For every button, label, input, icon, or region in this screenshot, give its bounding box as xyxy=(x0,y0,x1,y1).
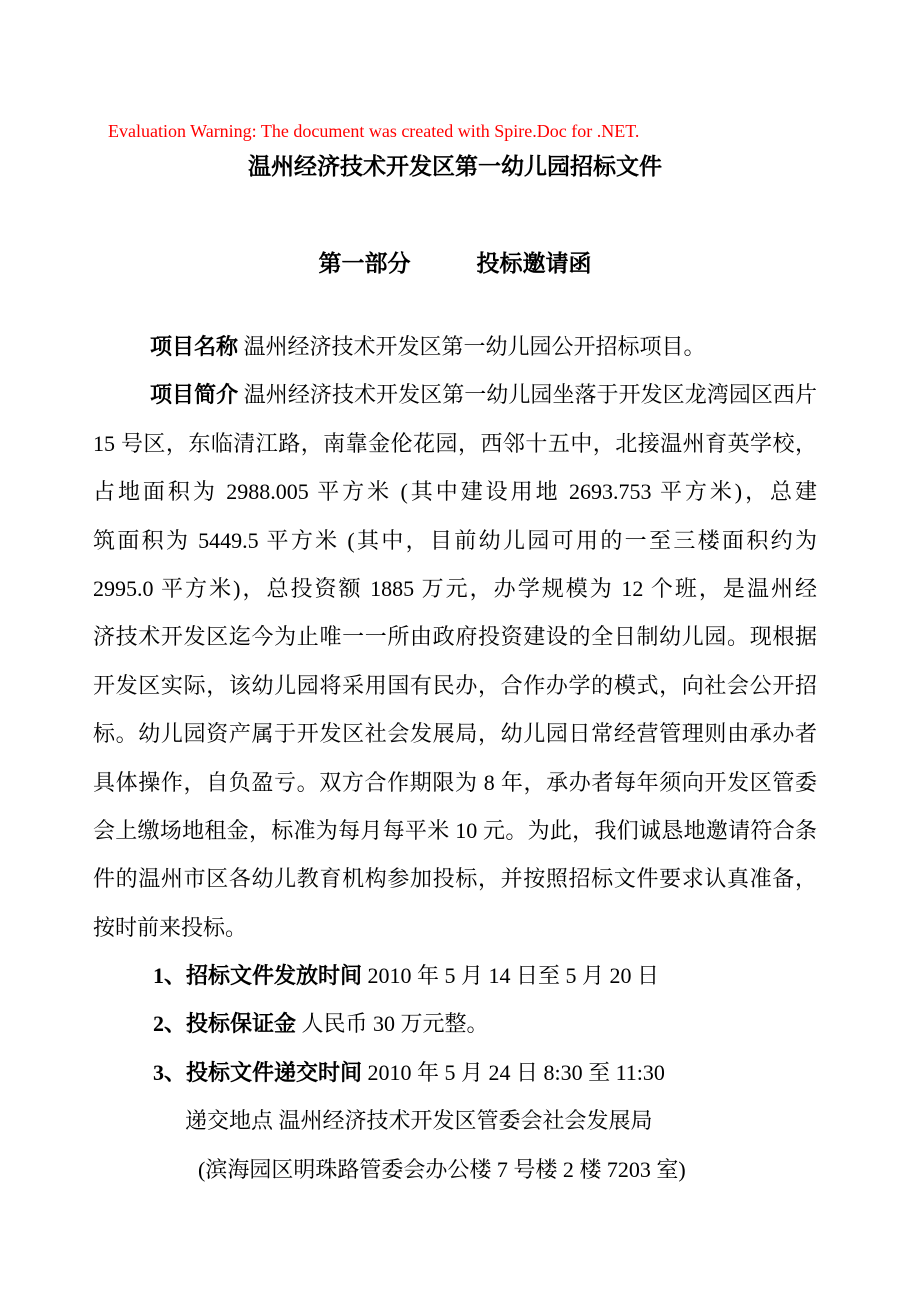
text-run: 2995.0 平方米)，总投资额 1885 万元，办学规模为 12 个班，是温州经 xyxy=(93,575,817,601)
text-run: 温州经济技术开发区第一幼儿园公开招标项目。 xyxy=(238,334,706,359)
text-run: 开发区实际，该幼儿园将采用国有民办，合作办学的模式，向社会公开招 xyxy=(93,672,817,698)
text-run: 2010 年 5 月 24 日 8:30 至 11:30 xyxy=(362,1059,665,1085)
body-line xyxy=(93,420,817,468)
body-line xyxy=(93,1097,817,1145)
text-run: (滨海园区明珠路管委会办公楼 7 号楼 2 楼 7203 室) xyxy=(198,1156,686,1182)
text-run: 温州经济技术开发区第一幼儿园坐落于开发区龙湾园区西片 xyxy=(238,382,817,408)
body-line xyxy=(93,904,817,952)
document-title: 温州经济技术开发区第一幼儿园招标文件 xyxy=(248,154,662,179)
body-line xyxy=(93,952,817,1000)
text-run: 具体操作，自负盈亏。双方合作期限为 8 年，承办者每年须向开发区管委 xyxy=(93,769,817,795)
body-line xyxy=(93,710,817,758)
body-line xyxy=(93,855,817,903)
text-run: 递交地点 温州经济技术开发区管委会社会发展局 xyxy=(185,1108,653,1134)
bold-label: 项目简介 xyxy=(150,382,239,408)
body-line xyxy=(93,371,817,419)
bold-label: 3、投标文件递交时间 xyxy=(153,1059,363,1085)
text-run: 2010 年 5 月 14 日至 5 月 20 日 xyxy=(362,963,660,989)
body-line xyxy=(93,468,817,516)
section-title-label: 投标邀请函 xyxy=(476,251,592,276)
body-line xyxy=(93,323,817,371)
text-run: 济技术开发区迄今为止唯一一所由政府投资建设的全日制幼儿园。现根据 xyxy=(93,624,817,650)
text-run: 标。幼儿园资产属于开发区社会发展局，幼儿园日常经营管理则由承办者 xyxy=(93,721,817,747)
body-line xyxy=(93,807,817,855)
text-run: 人民币 30 万元整。 xyxy=(296,1011,489,1037)
evaluation-warning-text: Evaluation Warning: The document was created with Spire.Doc for .NET. xyxy=(108,121,640,141)
body-line xyxy=(93,1000,817,1048)
section-part-label: 第一部分 xyxy=(318,251,411,276)
body-line xyxy=(93,565,817,613)
section-heading xyxy=(93,247,817,281)
text-run: 件的温州市区各幼儿教育机构参加投标，并按照招标文件要求认真准备， xyxy=(93,866,817,892)
body-line xyxy=(93,662,817,710)
text-run: 按时前来投标。 xyxy=(93,914,248,940)
body-line xyxy=(93,517,817,565)
body-line xyxy=(93,1146,817,1194)
text-run: 会上缴场地租金，标准为每月每平米 10 元。为此，我们诚恳地邀请符合条 xyxy=(93,817,817,843)
text-run: 15 号区，东临清江路，南靠金伦花园，西邻十五中，北接温州育英学校， xyxy=(93,430,817,456)
text-run: 筑面积为 5449.5 平方米 (其中，目前幼儿园可用的一至三楼面积约为 xyxy=(93,527,817,553)
body-line xyxy=(93,613,817,661)
body-line xyxy=(93,1049,817,1097)
text-run: 占地面积为 2988.005 平方米 (其中建设用地 2693.753 平方米)，总建 xyxy=(93,479,817,505)
bold-label: 项目名称 xyxy=(150,334,239,359)
body-line xyxy=(93,759,817,807)
document-body xyxy=(93,323,817,1194)
bold-label: 2、投标保证金 xyxy=(153,1011,297,1037)
bold-label: 1、招标文件发放时间 xyxy=(153,963,363,989)
